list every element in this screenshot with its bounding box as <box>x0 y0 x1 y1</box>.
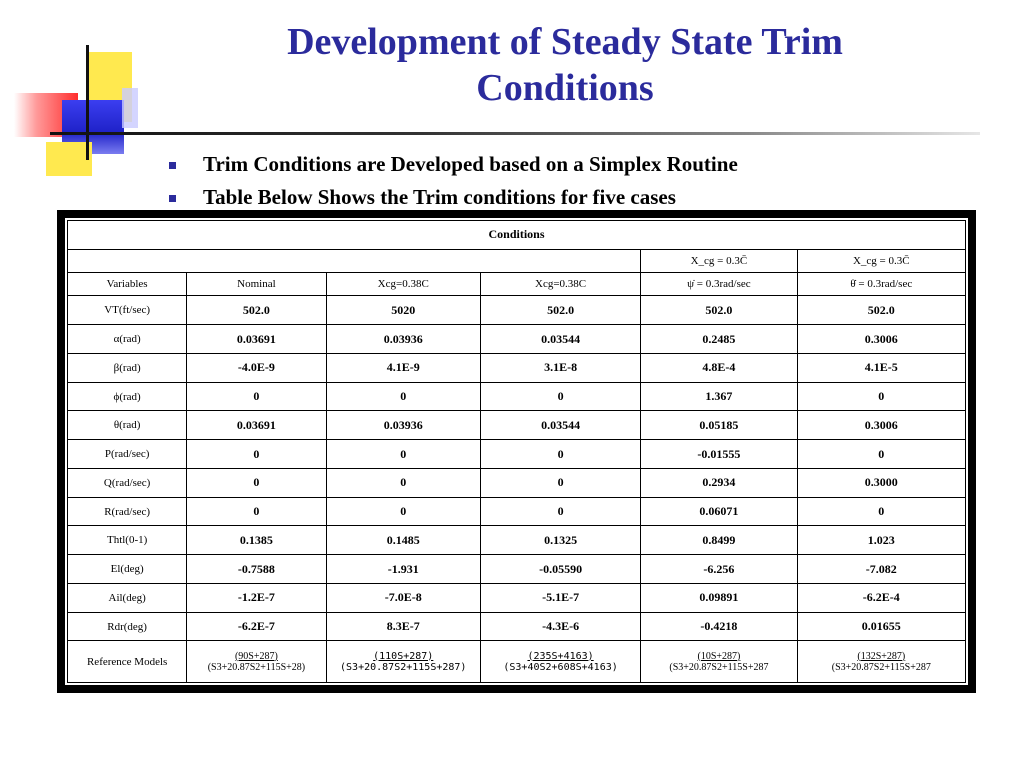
bullet-square-icon <box>169 195 176 202</box>
value-cell: 0.3006 <box>797 411 965 440</box>
value-cell: 0.2934 <box>641 468 797 497</box>
value-cell: 5020 <box>326 296 480 325</box>
variable-name-cell: El(deg) <box>68 555 187 584</box>
value-cell: 0 <box>797 497 965 526</box>
table-row <box>68 612 966 641</box>
value-cell: 0.03544 <box>480 325 640 354</box>
reference-models-row <box>68 641 966 683</box>
value-cell: 0.03691 <box>187 325 326 354</box>
value-cell: 0 <box>187 468 326 497</box>
variable-name-cell: Thtl(0-1) <box>68 526 187 555</box>
bullet-item <box>165 148 738 181</box>
value-cell: 0.1385 <box>187 526 326 555</box>
transfer-function-numerator: (235S+4163) <box>527 650 594 662</box>
transfer-function-denominator: (S3+20.87S2+115S+28) <box>207 661 306 673</box>
value-cell: 0 <box>326 497 480 526</box>
variable-name-cell: β(rad) <box>68 353 187 382</box>
value-cell: 8.3E-7 <box>326 612 480 641</box>
value-cell: 0.03544 <box>480 411 640 440</box>
empty-header-cell <box>68 249 641 272</box>
value-cell: -0.05590 <box>480 555 640 584</box>
table-row <box>68 296 966 325</box>
value-cell: 4.1E-5 <box>797 353 965 382</box>
value-cell: 502.0 <box>641 296 797 325</box>
table-row <box>68 382 966 411</box>
value-cell: 0 <box>480 382 640 411</box>
value-cell: 4.1E-9 <box>326 353 480 382</box>
header-nominal: Nominal <box>187 273 326 296</box>
reference-model-cell <box>797 641 965 683</box>
transfer-function-numerator: (90S+287) <box>234 650 278 662</box>
transfer-function-denominator: (S3+20.87S2+115S+287) <box>340 661 467 673</box>
reference-model-cell <box>641 641 797 683</box>
value-cell: -1.2E-7 <box>187 583 326 612</box>
bullet-text: Trim Conditions are Developed based on a Simplex Routine <box>203 152 738 176</box>
value-cell: 502.0 <box>480 296 640 325</box>
value-cell: 1.023 <box>797 526 965 555</box>
transfer-function-denominator: (S3+40S2+608S+4163) <box>503 661 618 673</box>
value-cell: -4.0E-9 <box>187 353 326 382</box>
value-cell: -7.0E-8 <box>326 583 480 612</box>
value-cell: 502.0 <box>797 296 965 325</box>
transfer-function-denominator: (S3+20.87S2+115S+287 <box>669 661 769 673</box>
header-variables: Variables <box>68 273 187 296</box>
variable-name-cell: Rdr(deg) <box>68 612 187 641</box>
value-cell: 0.03936 <box>326 325 480 354</box>
value-cell: 502.0 <box>187 296 326 325</box>
value-cell: 0 <box>480 468 640 497</box>
transfer-function-numerator: (132S+287) <box>857 650 906 662</box>
title-divider-line <box>50 132 980 135</box>
header-pitch-rate: θ̇ = 0.3rad/sec <box>797 273 965 296</box>
value-cell: -0.7588 <box>187 555 326 584</box>
table-row <box>68 583 966 612</box>
table-row <box>68 555 966 584</box>
value-cell: 4.8E-4 <box>641 353 797 382</box>
table-row <box>68 411 966 440</box>
value-cell: 0.01655 <box>797 612 965 641</box>
column-header-row <box>68 273 966 296</box>
bullet-text: Table Below Shows the Trim conditions for five cases <box>203 185 676 209</box>
variable-name-cell: P(rad/sec) <box>68 440 187 469</box>
logo-vertical-line <box>86 45 89 160</box>
bullet-list <box>165 148 738 214</box>
value-cell: 0 <box>326 382 480 411</box>
value-cell: 1.367 <box>641 382 797 411</box>
variable-name-cell: R(rad/sec) <box>68 497 187 526</box>
table-row <box>68 468 966 497</box>
table-row <box>68 526 966 555</box>
table-frame-inner <box>65 218 968 685</box>
transfer-function-numerator: (110S+287) <box>373 650 434 662</box>
table-row <box>68 325 966 354</box>
value-cell: -0.01555 <box>641 440 797 469</box>
table-row <box>68 440 966 469</box>
value-cell: 0.8499 <box>641 526 797 555</box>
value-cell: 0.2485 <box>641 325 797 354</box>
value-cell: -0.4218 <box>641 612 797 641</box>
header-yaw-rate: ψ̇ = 0.3rad/sec <box>641 273 797 296</box>
transfer-function-denominator: (S3+20.87S2+115S+287 <box>831 661 931 673</box>
value-cell: 0 <box>326 468 480 497</box>
value-cell: 0 <box>326 440 480 469</box>
conditions-header-row <box>68 221 966 250</box>
value-cell: 0.1485 <box>326 526 480 555</box>
value-cell: 0 <box>797 382 965 411</box>
value-cell: -7.082 <box>797 555 965 584</box>
table-row <box>68 353 966 382</box>
variable-name-cell: α(rad) <box>68 325 187 354</box>
header-xcg-1: Xcg=0.38C <box>326 273 480 296</box>
value-cell: 3.1E-8 <box>480 353 640 382</box>
reference-model-cell <box>187 641 326 683</box>
value-cell: 0.3006 <box>797 325 965 354</box>
value-cell: -4.3E-6 <box>480 612 640 641</box>
variable-name-cell: VT(ft/sec) <box>68 296 187 325</box>
value-cell: 0 <box>480 440 640 469</box>
value-cell: 0 <box>187 497 326 526</box>
header-xcg-2: Xcg=0.38C <box>480 273 640 296</box>
value-cell: 0.1325 <box>480 526 640 555</box>
value-cell: 0.03691 <box>187 411 326 440</box>
value-cell: -6.2E-4 <box>797 583 965 612</box>
logo-light-blue-square <box>122 88 138 128</box>
value-cell: 0.3000 <box>797 468 965 497</box>
bullet-square-icon <box>169 162 176 169</box>
value-cell: 0 <box>187 382 326 411</box>
value-cell: -6.2E-7 <box>187 612 326 641</box>
variable-name-cell: Q(rad/sec) <box>68 468 187 497</box>
variable-name-cell: θ(rad) <box>68 411 187 440</box>
value-cell: 0 <box>187 440 326 469</box>
trim-conditions-table <box>67 220 966 683</box>
xcg-formula-cell: X_cg = 0.3C̄ <box>641 249 797 272</box>
conditions-header-cell: Conditions <box>68 221 966 250</box>
value-cell: 0 <box>480 497 640 526</box>
reference-model-cell <box>480 641 640 683</box>
value-cell: 0 <box>797 440 965 469</box>
value-cell: 0.06071 <box>641 497 797 526</box>
reference-model-cell <box>326 641 480 683</box>
variable-name-cell: ϕ(rad) <box>68 382 187 411</box>
xcg-formula-row <box>68 249 966 272</box>
xcg-formula-cell: X_cg = 0.3C̄ <box>797 249 965 272</box>
table-body <box>68 221 966 683</box>
transfer-function-numerator: (10S+287) <box>697 650 741 662</box>
value-cell: -5.1E-7 <box>480 583 640 612</box>
value-cell: -1.931 <box>326 555 480 584</box>
value-cell: 0.03936 <box>326 411 480 440</box>
table-frame <box>57 210 976 693</box>
value-cell: -6.256 <box>641 555 797 584</box>
value-cell: 0.05185 <box>641 411 797 440</box>
table-row <box>68 497 966 526</box>
value-cell: 0.09891 <box>641 583 797 612</box>
slide-title: Development of Steady State Trim Conditions <box>287 21 843 109</box>
reference-models-label: Reference Models <box>68 641 187 683</box>
variable-name-cell: Ail(deg) <box>68 583 187 612</box>
